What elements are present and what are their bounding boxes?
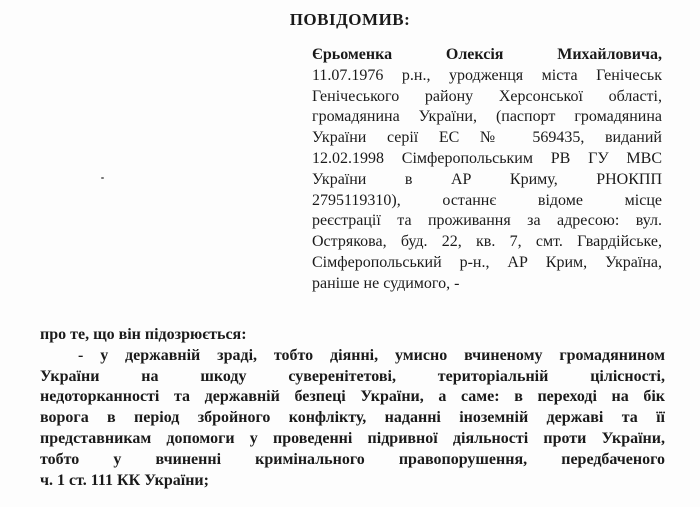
suspect-details-line: Генічеського району Херсонської області, [312,87,662,105]
suspect-details-line: 12.02.1998 Сімферопольським РВ ГУ МВС [312,149,662,167]
suspect-details-line: реєстрації та проживання за адресою: вул. [312,212,662,230]
suspect-details-line: 11.07.1976 р.н., уродженця міста Генічеськ [312,66,662,84]
document-heading: ПОВІДОМИВ: [289,10,411,29]
suspicion-intro: про те, що він підозрюється: [40,326,247,343]
suspicion-text-line: недоторканності та державній безпеці України, а саме: в переході на бік [40,388,665,406]
suspect-details-line: Сімферопольський р-н., АР Крим, Україна, [312,253,662,271]
scan-speck [101,177,104,179]
suspicion-text-line: тобто у вчиненні кримінального правопорушення, передбаченого [40,450,665,468]
suspect-details-line: 2795119310), останнє відоме місце [312,191,662,209]
suspicion-text-block [40,325,665,491]
suspect-details-line: громадянина України, (паспорт громадянина [312,108,662,126]
suspicion-text-line: ворога в період збройного конфлікту, наданні іноземній державі та її [40,409,665,427]
suspect-details-block [312,45,662,295]
suspicion-text-line: України на шкоду суверенітетові, територіальній цілісності, [40,367,665,385]
suspicion-text-line: ч. 1 ст. 111 КК України; [40,471,209,489]
suspect-details-line: Острякова, буд. 22, кв. 7, смт. Гвардійське, [312,233,662,251]
suspicion-text-line: представникам допомоги у проведенні підривної діяльності проти України, [40,429,665,447]
suspect-name: Єрьоменка Олексія Михайловича, [312,46,662,63]
suspect-details-line: раніше не судимого, - [312,274,460,292]
suspect-details-line: України серії ЕС № 569435, виданий [312,129,662,147]
suspicion-text-line: - у державній зраді, тобто діянні, умисно вчиненому громадянином [78,346,665,364]
suspect-details-line: України в АР Криму, РНОКПП [312,170,662,188]
